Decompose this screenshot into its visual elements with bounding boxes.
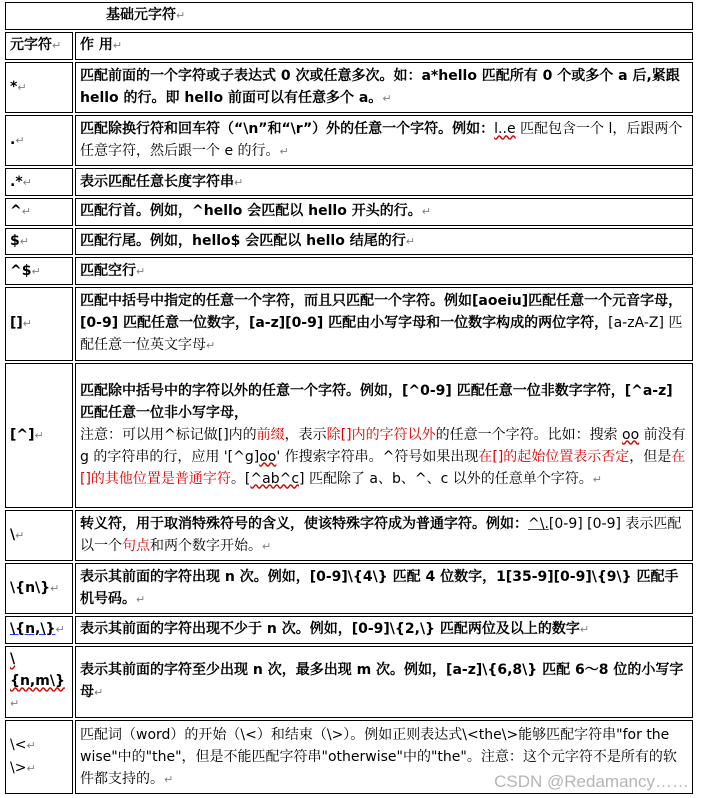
header-purpose: 作 用↵	[75, 32, 693, 61]
table-row	[5, 115, 693, 166]
row-description: 匹配除中括号中的字符以外的任意一个字符。例如，[^0-9] 匹配任意一位非数字字符，[^a-z] 匹配任意一位非小写字母， 注意：可以用^标记做[]内的前缀，表示除[]内的字符以外的任意一个字符。比如：搜索 oo 前没有 g 的字符串的行，应用 '[^g]oo' 作搜索字符串。^符号如果出现在[]的起始位置表示否定，但是在[]的其他位置是普通字符。[^ab^c] 匹配除了 a、b、^、c 以外的任意单个字符。↵	[75, 363, 693, 508]
table-row	[5, 198, 693, 226]
row-description: 表示匹配任意长度字符串↵	[75, 168, 693, 196]
row-description: 匹配空行↵	[75, 257, 693, 285]
table-row	[5, 510, 693, 561]
row-description: 匹配行首。例如，^hello 会匹配以 hello 开头的行。↵	[75, 198, 693, 226]
row-symbol: \{n\}↵	[5, 563, 73, 614]
row-symbol: $↵	[5, 228, 73, 256]
row-description: 表示其前面的字符至少出现 n 次，最多出现 m 次。例如，[a-z]\{6,8\} 匹配 6～8 位的小写字母↵	[75, 646, 693, 719]
row-symbol: []↵	[5, 287, 73, 361]
row-symbol: \<↵ \>↵	[5, 720, 73, 794]
table-row	[5, 62, 693, 113]
row-symbol: ^$↵	[5, 257, 73, 285]
row-description: 匹配除换行符和回车符（“\n”和“\r”）外的任意一个字符。例如：l..e 匹配包含一个 l，后跟两个任意字符，然后跟一个 e 的行。↵	[75, 115, 693, 166]
table-row	[5, 646, 693, 719]
row-symbol: [^]↵	[5, 363, 73, 508]
row-description: 表示其前面的字符出现不少于 n 次。例如，[0-9]\{2,\} 匹配两位及以上的数字↵	[75, 616, 693, 644]
table-title: 基础元字符↵	[5, 2, 693, 30]
table-row	[5, 257, 693, 285]
row-symbol: .↵	[5, 115, 73, 166]
row-symbol: ^↵	[5, 198, 73, 226]
row-description: 匹配行尾。例如，hello$ 会匹配以 hello 结尾的行↵	[75, 228, 693, 256]
watermark: CSDN @Redamancy……	[494, 772, 689, 791]
table-row	[5, 616, 693, 644]
row-symbol: *↵	[5, 62, 73, 113]
row-symbol: \↵	[5, 510, 73, 561]
row-description: 匹配词（word）的开始（\<）和结束（\>）。例如正则表达式\<the\>能够匹配字符串"for the wise"中的"the"，但是不能匹配字符串"otherwise"中的"the"。注意：这个元字符不是所有的软件都支持的。↵	[75, 720, 693, 794]
table-row	[5, 363, 693, 508]
row-symbol: .*↵	[5, 168, 73, 196]
row-symbol: \{n,\}↵	[5, 616, 73, 644]
row-symbol: \{n,m\}↵	[5, 646, 73, 719]
header-metachar: 元字符↵	[5, 32, 73, 61]
metachar-table	[3, 0, 695, 796]
row-description: 匹配前面的一个字符或子表达式 0 次或任意多次。如：a*hello 匹配所有 0 个或多个 a 后,紧跟 hello 的行。即 hello 前面可以有任意多个 a。↵	[75, 62, 693, 113]
row-description: 匹配中括号中指定的任意一个字符，而且只匹配一个字符。例如[aoeiu]匹配任意一个元音字母， [0-9] 匹配任意一位数字，[a-z][0-9] 匹配由小写字母和一位数字构成的两位字符，[a-zA-Z] 匹配任意一位英文字母↵	[75, 287, 693, 361]
table-row	[5, 168, 693, 196]
row-description: 表示其前面的字符出现 n 次。例如，[0-9]\{4\} 匹配 4 位数字，1[35-9][0-9]\{9\} 匹配手机号码。↵	[75, 563, 693, 614]
table-row	[5, 287, 693, 361]
table-row	[5, 563, 693, 614]
row-description: 转义符，用于取消特殊符号的含义，使该特殊字符成为普通字符。例如：^\.[0-9] [0-9] 表示匹配以一个句点和两个数字开始。↵	[75, 510, 693, 561]
table-row	[5, 228, 693, 256]
